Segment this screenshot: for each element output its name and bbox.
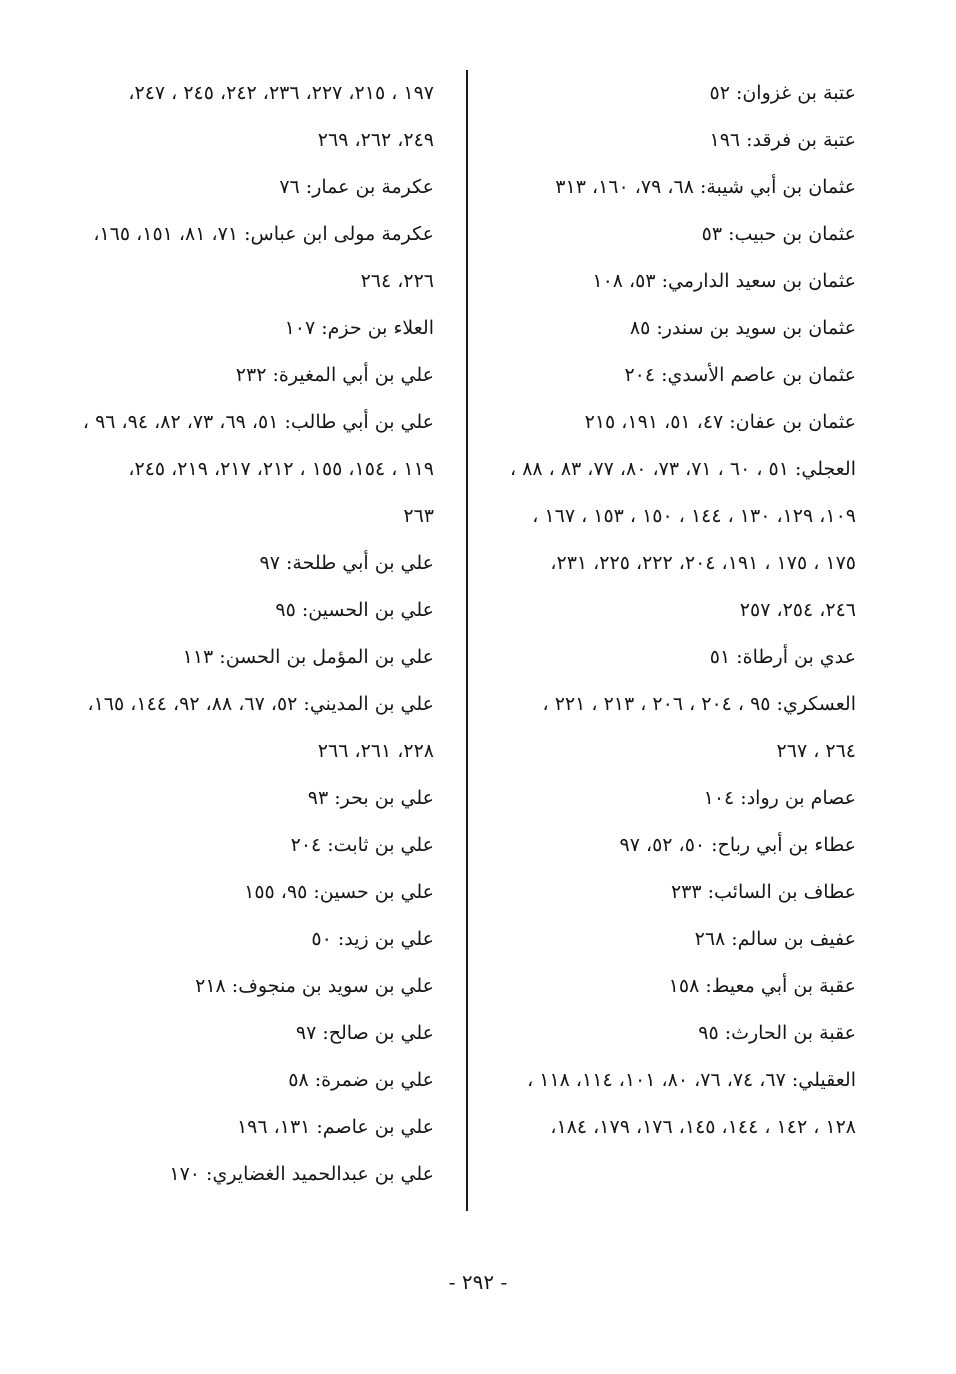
index-entry-line: علي بن ضمرة: ٥٨ — [288, 1069, 434, 1091]
index-entry-line: علي بن زيد: ٥٠ — [311, 928, 434, 950]
index-entry-line: علي بن عبدالحميد الغضايري: ١٧٠ — [169, 1163, 434, 1185]
index-entry-line: علي بن المؤمل بن الحسن: ١١٣ — [182, 646, 434, 668]
index-entry-line: ١١٩ ، ١٥٤، ١٥٥ ، ٢١٢، ٢١٧، ٢١٩، ٢٤٥، — [128, 458, 434, 480]
index-entry-line: ١٩٧ ، ٢١٥، ٢٢٧، ٢٣٦، ٢٤٢، ٢٤٥ ، ٢٤٧، — [128, 82, 434, 104]
index-entry-line: عطاف بن السائب: ٢٣٣ — [670, 881, 856, 903]
index-entry-line: ٢٢٦، ٢٦٤ — [360, 270, 434, 292]
index-entry-line: علي بن سويد بن منجوف: ٢١٨ — [195, 975, 434, 997]
index-entry-line: ٢٤٦، ٢٥٤، ٢٥٧ — [739, 599, 856, 621]
index-entry-line: العسكري: ٩٥ ، ٢٠٤ ، ٢٠٦ ، ٢١٣ ، ٢٢١ ، — [542, 693, 856, 715]
index-entry-line: ١٧٥ ، ١٧٥ ، ١٩١، ٢٠٤، ٢٢٢، ٢٢٥، ٢٣١، — [550, 552, 856, 574]
index-entry-line: ٢٢٨، ٢٦١، ٢٦٦ — [317, 740, 434, 762]
index-entry-line: العجلي: ٥١ ، ٦٠ ، ٧١، ٧٣، ٨٠، ٧٧، ٨٣ ، ٨٨ ، — [510, 458, 856, 480]
index-entry-line: عثمان بن حبيب: ٥٣ — [701, 223, 856, 245]
index-entry-line: عدي بن أرطاة: ٥١ — [709, 646, 856, 668]
index-entry-line: ٢٦٣ — [403, 505, 434, 527]
index-entry-line: عتبة بن غزوان: ٥٢ — [709, 82, 856, 104]
index-entry-line: علي بن أبي طالب: ٥١، ٦٩، ٧٣، ٨٢، ٩٤، ٩٦ ، — [82, 411, 434, 433]
index-entry-line: عصام بن رواد: ١٠٤ — [703, 787, 856, 809]
index-entry-line: عثمان بن عفان: ٤٧، ٥١، ١٩١، ٢١٥ — [584, 411, 856, 433]
page-number: - ٢٩٢ - — [448, 1270, 508, 1294]
index-entry-line: علي بن أبي المغيرة: ٢٣٢ — [235, 364, 434, 386]
index-entry-line: ٢٤٩، ٢٦٢، ٢٦٩ — [317, 129, 434, 151]
index-entry-line: علي بن أبي طلحة: ٩٧ — [259, 552, 434, 574]
index-entry-line: عكرمة بن عمار: ٧٦ — [279, 176, 434, 198]
index-entry-line: علي بن صالح: ٩٧ — [295, 1022, 434, 1044]
index-entry-line: ١٢٨ ، ١٤٢ ، ١٤٤، ١٤٥، ١٧٦، ١٧٩، ١٨٤، — [550, 1116, 856, 1138]
index-entry-line: عثمان بن سويد بن سندر: ٨٥ — [629, 317, 856, 339]
index-entry-line: عثمان بن سعيد الدارمي: ٥٣، ١٠٨ — [592, 270, 856, 292]
index-entry-line: علي بن حسين: ٩٥، ١٥٥ — [244, 881, 434, 903]
index-entry-line: علي بن ثابت: ٢٠٤ — [290, 834, 434, 856]
index-column-left — [76, 70, 434, 1198]
index-entry-line: العقيلي: ٦٧، ٧٤، ٧٦، ٨٠، ١٠١، ١١٤، ١١٨ ، — [527, 1069, 856, 1091]
index-entry-line: عثمان بن عاصم الأسدي: ٢٠٤ — [624, 364, 856, 386]
index-entry-line: العلاء بن حزم: ١٠٧ — [284, 317, 434, 339]
index-entry-line: عفيف بن سالم: ٢٦٨ — [694, 928, 856, 950]
index-entry-line: عثمان بن أبي شيبة: ٦٨، ٧٩، ١٦٠، ٣١٣ — [555, 176, 856, 198]
index-entry-line: علي بن عاصم: ١٣١، ١٩٦ — [236, 1116, 434, 1138]
index-entry-line: علي بن بحر: ٩٣ — [307, 787, 434, 809]
index-entry-line: ١٠٩، ١٢٩، ١٣٠ ، ١٤٤ ، ١٥٠ ، ١٥٣ ، ١٦٧ ، — [532, 505, 856, 527]
column-divider — [466, 70, 468, 1211]
index-column-right — [496, 70, 856, 1151]
index-entry-line: عطاء بن أبي رباح: ٥٠، ٥٢، ٩٧ — [619, 834, 856, 856]
index-entry-line: علي بن الحسين: ٩٥ — [275, 599, 434, 621]
index-entry-line: عتبة بن فرقد: ١٩٦ — [709, 129, 856, 151]
index-entry-line: عقبة بن الحارث: ٩٥ — [698, 1022, 856, 1044]
index-entry-line: علي بن المديني: ٥٢، ٦٧، ٨٨، ٩٢، ١٤٤، ١٦٥، — [87, 693, 434, 715]
index-entry-line: عقبة بن أبي معيط: ١٥٨ — [668, 975, 856, 997]
index-entry-line: عكرمة مولى ابن عباس: ٧١، ٨١، ١٥١، ١٦٥، — [93, 223, 434, 245]
index-entry-line: ٢٦٤ ، ٢٦٧ — [776, 740, 856, 762]
